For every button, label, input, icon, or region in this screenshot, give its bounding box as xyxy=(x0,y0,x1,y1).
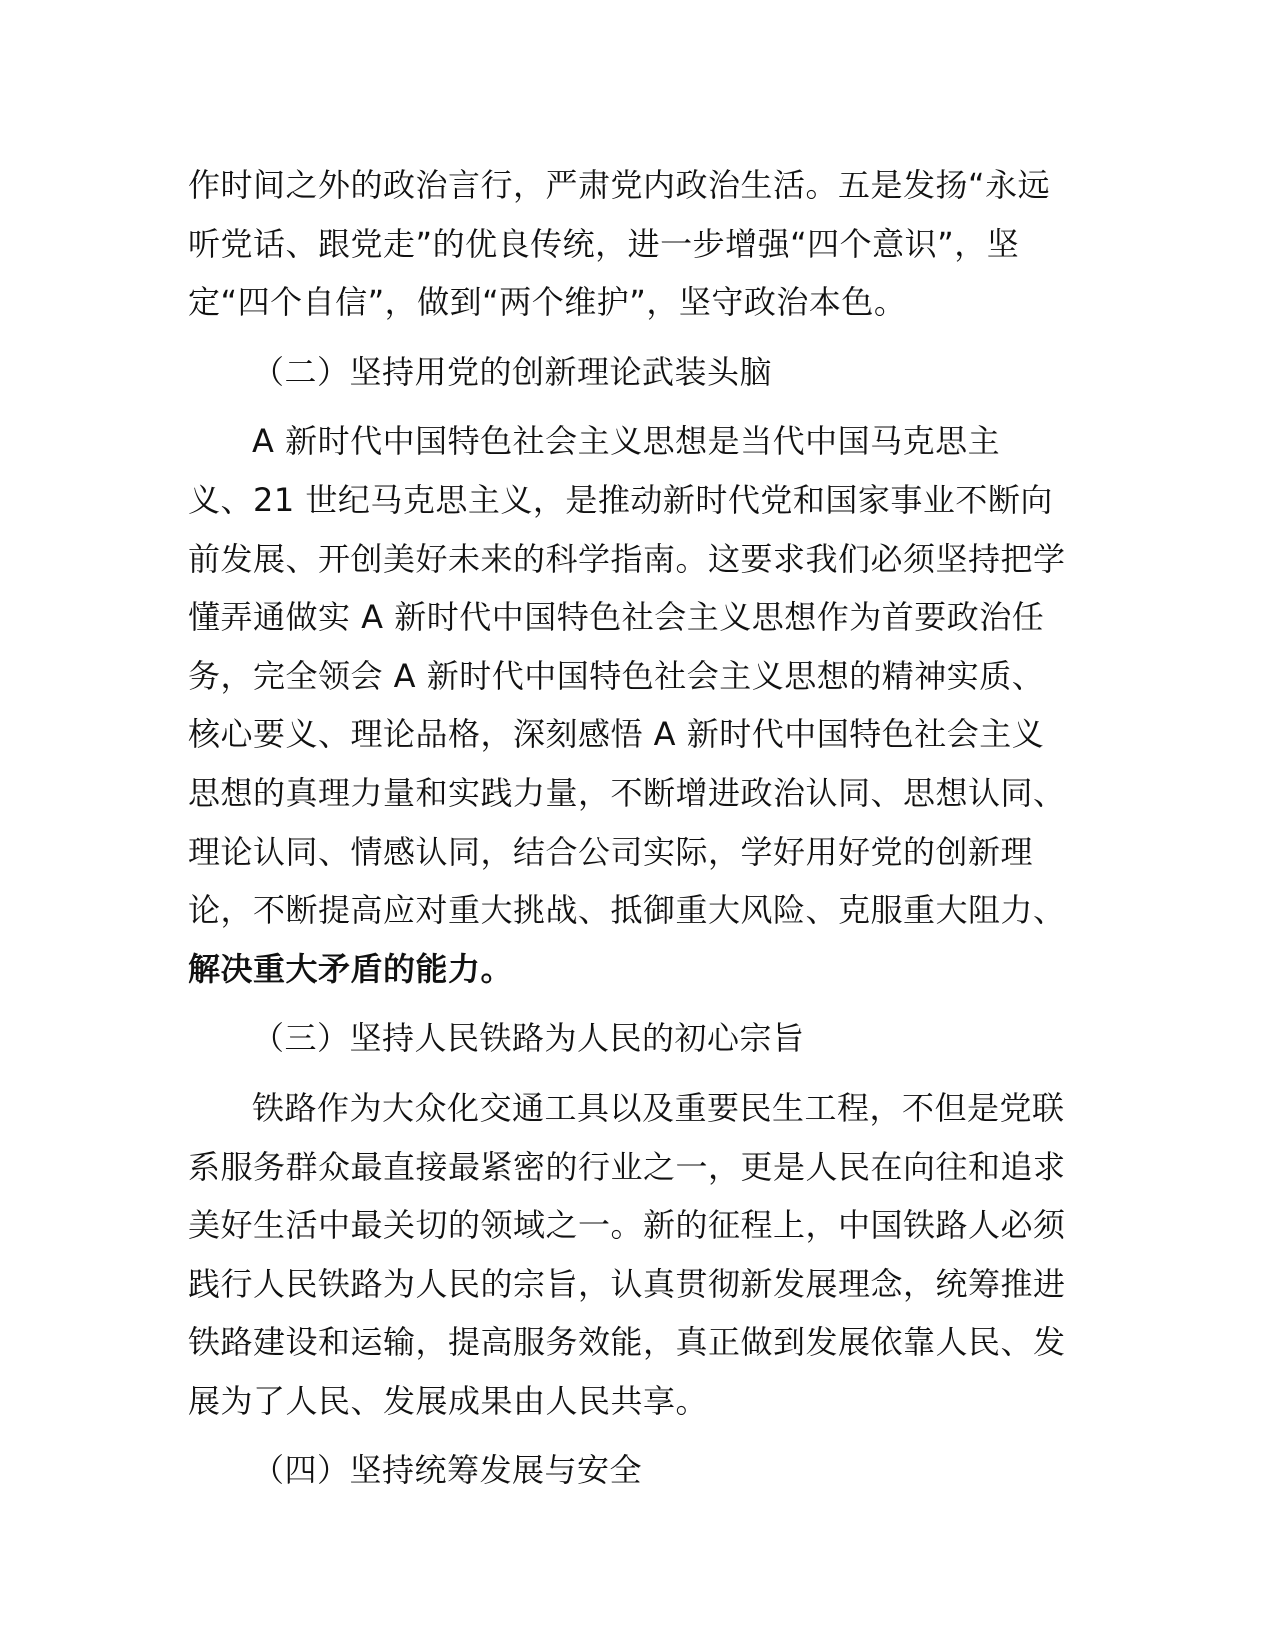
section-heading xyxy=(188,343,1098,402)
paragraph-spacing xyxy=(188,1430,1098,1441)
paragraph-spacing xyxy=(188,401,1098,412)
text-line: 前发展、开创美好未来的科学指南。这要求我们必须坚持把学 xyxy=(188,539,1066,578)
text-line: 思想的真理力量和实践力量，不断增进政治认同、思想认同、 xyxy=(188,773,1066,812)
text-line: 务，完全领会 A 新时代中国特色社会主义思想的精神实质、 xyxy=(188,656,1045,695)
text-line: 懂弄通做实 A 新时代中国特色社会主义思想作为首要政治任 xyxy=(188,598,1045,637)
text-line: 论，不断提高应对重大挑战、抵御重大风险、克服重大阻力、 xyxy=(188,891,1066,930)
text-line: 作时间之外的政治言行，严肃党内政治生活。五是发扬“永远 xyxy=(188,166,1051,204)
text-line: 解决重大矛盾的能力。 xyxy=(188,949,514,988)
text-line: 理论认同、情感认同，结合公司实际，学好用好党的创新理 xyxy=(188,832,1034,871)
text-line: 义、21 世纪马克思主义，是推动新时代党和国家事业不断向 xyxy=(188,480,1053,519)
text-line: 铁路建设和运输，提高服务效能，真正做到发展依靠人民、发 xyxy=(188,1323,1066,1362)
heading-line: （四）坚持统筹发展与安全 xyxy=(252,1451,643,1490)
text-line: 核心要义、理论品格，深刻感悟 A 新时代中国特色社会主义 xyxy=(188,715,1045,754)
section-heading xyxy=(188,1009,1098,1068)
text-line: 系服务群众最直接最紧密的行业之一，更是人民在向往和追求 xyxy=(188,1147,1066,1186)
section-heading xyxy=(188,1441,1098,1500)
document-body xyxy=(188,156,1098,1500)
text-line: 铁路作为大众化交通工具以及重要民生工程，不但是党联 xyxy=(252,1088,1065,1127)
text-line: 展为了人民、发展成果由人民共享。 xyxy=(188,1381,709,1420)
text-line: 定“四个自信”，做到“两个维护”，坚守政治本色。 xyxy=(188,283,907,322)
text-line: 践行人民铁路为人民的宗旨，认真贯彻新发展理念，统筹推进 xyxy=(188,1264,1066,1303)
paragraph xyxy=(188,412,1098,998)
text-line: A 新时代中国特色社会主义思想是当代中国马克思主 xyxy=(252,422,1001,461)
heading-line: （二）坚持用党的创新理论武装头脑 xyxy=(252,352,773,391)
paragraph xyxy=(188,156,1098,332)
paragraph-spacing xyxy=(188,998,1098,1009)
paragraph xyxy=(188,1079,1098,1431)
paragraph-spacing xyxy=(188,1068,1098,1079)
text-line: 美好生活中最关切的领域之一。新的征程上，中国铁路人必须 xyxy=(188,1206,1066,1245)
paragraph-spacing xyxy=(188,332,1098,343)
text-line: 听党话、跟党走”的优良传统，进一步增强“四个意识”，坚 xyxy=(188,224,1020,263)
heading-line: （三）坚持人民铁路为人民的初心宗旨 xyxy=(252,1019,805,1058)
